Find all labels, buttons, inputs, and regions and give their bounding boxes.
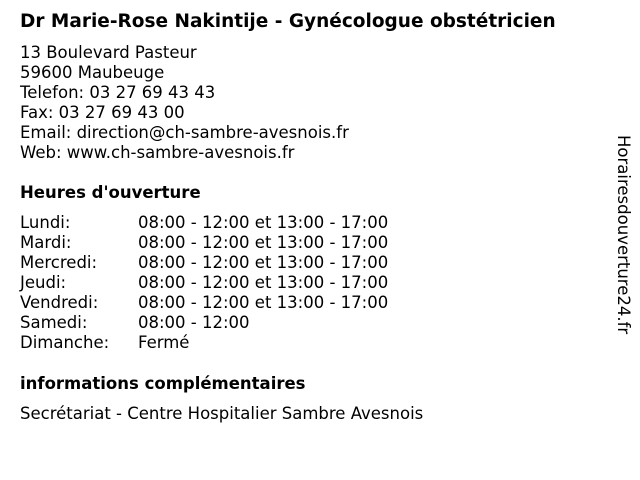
hours-row-sunday: [20, 333, 388, 353]
page-title: Dr Marie-Rose Nakintije - Gynécologue obstétricien: [20, 11, 556, 32]
day-label: Dimanche:: [20, 333, 110, 352]
day-hours: Fermé: [138, 333, 190, 352]
day-label: Jeudi:: [20, 273, 67, 292]
day-hours: 08:00 - 12:00 et 13:00 - 17:00: [138, 273, 389, 292]
opening-hours-heading: Heures d'ouverture: [20, 183, 201, 202]
day-label: Mercredi:: [20, 253, 98, 272]
hours-row-monday: [20, 213, 388, 233]
day-hours: 08:00 - 12:00 et 13:00 - 17:00: [138, 293, 389, 312]
day-label: Samedi:: [20, 313, 88, 332]
day-label: Mardi:: [20, 233, 72, 252]
additional-info-heading: informations complémentaires: [20, 374, 306, 393]
hours-row-friday: [20, 293, 388, 313]
fax-number: Fax: 03 27 69 43 00: [20, 103, 185, 122]
hours-row-tuesday: [20, 233, 388, 253]
hours-row-wednesday: [20, 253, 388, 273]
opening-hours-table: [20, 213, 388, 353]
email-address[interactable]: Email: direction@ch-sambre-avesnois.fr: [20, 123, 349, 142]
day-hours: 08:00 - 12:00 et 13:00 - 17:00: [138, 253, 389, 272]
day-hours: 08:00 - 12:00 et 13:00 - 17:00: [138, 233, 389, 252]
site-watermark: Horairesdouverture24.fr: [614, 135, 633, 335]
website-link[interactable]: Web: www.ch-sambre-avesnois.fr: [20, 143, 295, 162]
day-hours: 08:00 - 12:00: [138, 313, 250, 332]
hours-row-saturday: [20, 313, 388, 333]
hours-row-thursday: [20, 273, 388, 293]
phone-number[interactable]: Telefon: 03 27 69 43 43: [20, 83, 216, 102]
additional-info-text: Secrétariat - Centre Hospitalier Sambre Avesnois: [20, 404, 424, 423]
day-label: Vendredi:: [20, 293, 99, 312]
day-hours: 08:00 - 12:00 et 13:00 - 17:00: [138, 213, 389, 232]
address-city: 59600 Maubeuge: [20, 63, 165, 82]
contact-block: [20, 43, 349, 163]
address-street: 13 Boulevard Pasteur: [20, 43, 197, 62]
day-label: Lundi:: [20, 213, 71, 232]
